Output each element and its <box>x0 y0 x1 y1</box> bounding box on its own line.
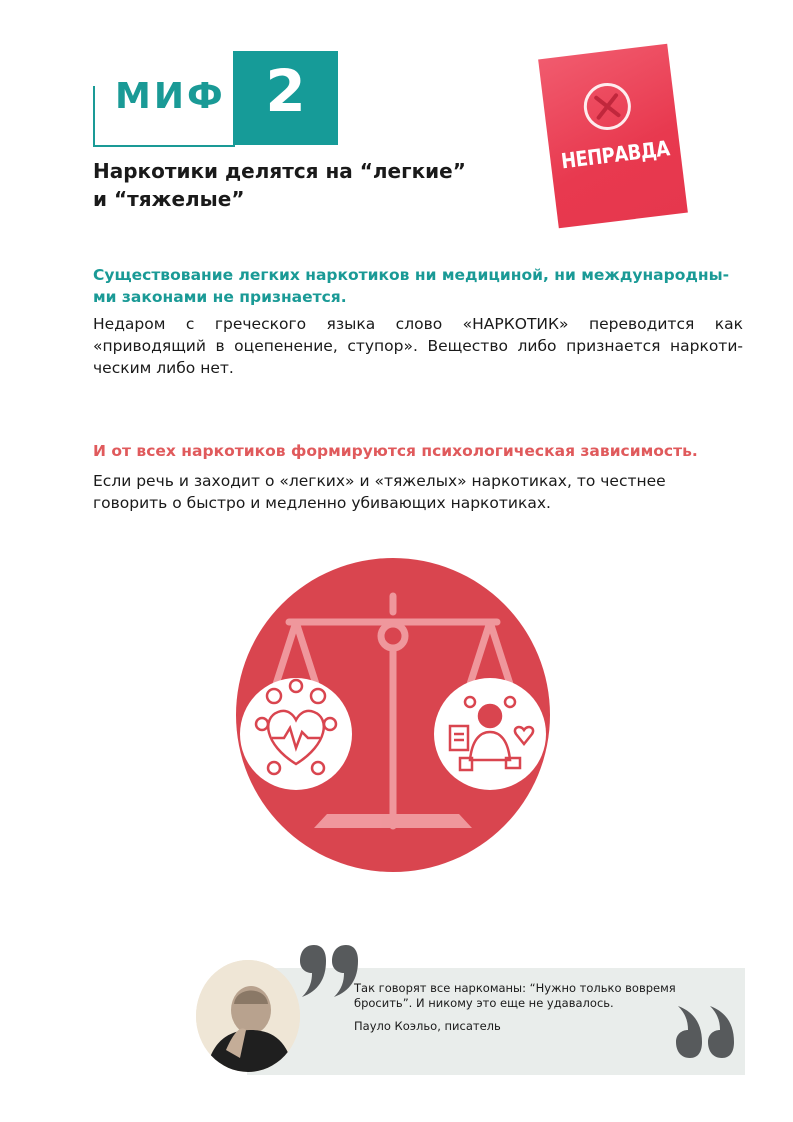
open-quote-icon <box>300 943 360 999</box>
x-icon <box>579 79 635 135</box>
quote-author: Пауло Коэльо, писатель <box>354 1019 501 1033</box>
section-2-lead: И от всех наркотиков формируются психологическая зависимость. <box>93 442 698 460</box>
section-1-lead: Существование легких наркотиков ни медициной, ни международны-ми законами не признается. <box>93 266 730 306</box>
myth-header <box>93 51 338 145</box>
author-portrait <box>196 960 300 1072</box>
section-2-body: Если речь и заходит о «легких» и «тяжелых» наркотиках, то честнее говорить о быстро и медленно убивающих наркотиках. <box>93 472 666 512</box>
myth-number-box <box>233 51 338 145</box>
scales-icon <box>234 556 552 874</box>
false-stamp <box>538 44 688 229</box>
close-quote-icon <box>676 1004 736 1060</box>
section-1-body: Недаром с греческого языка слово «НАРКОТИК» переводится как «приводящий в оцепенение, ступор». Вещество либо признается наркоти-ческим либо нет. <box>93 315 743 377</box>
myth-word: МИФ <box>115 76 226 117</box>
quote-text: Так говорят все наркоманы: “Нужно только вовремя бросить”. И никому это еще не удавалось. <box>354 981 676 1010</box>
myth-number: 2 <box>265 57 306 125</box>
page-title: Наркотики делятся на “легкие” и “тяжелые” <box>93 159 466 211</box>
stamp-label: НЕПРАВДА <box>559 136 671 174</box>
